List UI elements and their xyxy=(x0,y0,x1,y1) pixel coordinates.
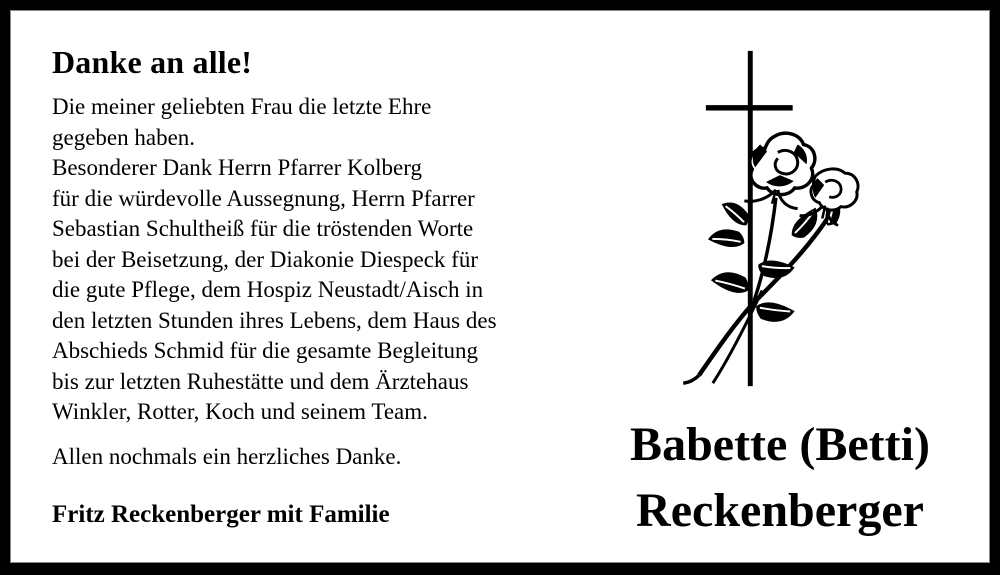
cross-with-roses-icon xyxy=(640,42,900,397)
body-line: die gute Pflege, dem Hospiz Neustadt/Aisch in xyxy=(52,277,484,302)
deceased-name xyxy=(585,412,975,544)
body-line: bis zur letzten Ruhestätte und dem Ärztehaus xyxy=(52,368,469,394)
body-line: Die meiner geliebten Frau die letzte Ehre xyxy=(52,94,432,119)
body-line: für die würdevolle Aussegnung, Herrn Pfarrer xyxy=(52,185,475,211)
deceased-name-line1: Babette (Betti) xyxy=(630,418,930,471)
thank-you-text xyxy=(52,92,612,428)
body-line: Abschieds Schmid für die gesamte Begleitung xyxy=(52,338,479,363)
body-line: den letzten Stunden ihres Lebens, dem Haus des xyxy=(52,307,497,333)
body-line: gegeben haben. xyxy=(52,124,196,150)
body-line: Winkler, Rotter, Koch und seinem Team. xyxy=(52,399,428,424)
body-line: Besonderer Dank Herrn Pfarrer Kolberg xyxy=(52,155,422,180)
body-line: bei der Beisetzung, der Diakonie Diespeck für xyxy=(52,246,478,272)
body-line: Sebastian Schultheiß für die tröstenden Worte xyxy=(52,216,474,241)
notice-heading: Danke an alle! xyxy=(52,44,253,80)
closing-line: Allen nochmals ein herzliches Danke. xyxy=(52,444,402,469)
signature-line: Fritz Reckenberger mit Familie xyxy=(52,501,390,528)
deceased-name-line2: Reckenberger xyxy=(636,484,924,537)
